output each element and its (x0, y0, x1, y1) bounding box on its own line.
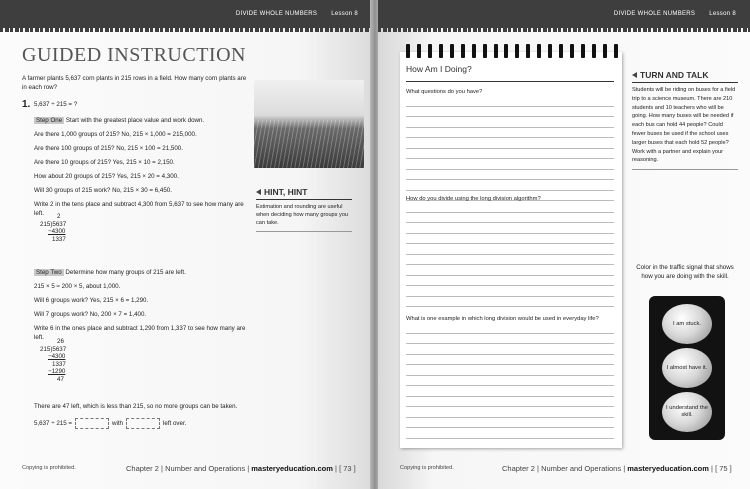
answer-lines-2[interactable] (406, 202, 614, 307)
left-page (0, 0, 372, 489)
step-two-text: Determine how many groups of 215 are left. (65, 269, 186, 276)
traffic-signal (649, 296, 725, 440)
right-page (378, 0, 750, 489)
notepad-spiral (406, 44, 618, 60)
step-one-line: How about 20 groups of 215? Yes, 215 × 20 = 4,300. (34, 173, 179, 180)
notepad (400, 52, 622, 448)
step-one-text: Start with the greatest place value and work down. (65, 117, 205, 124)
final-answer-line (34, 416, 254, 430)
signal-light-almost[interactable]: I almost have it. (662, 348, 712, 388)
footer-site: masteryeducation.com (627, 464, 709, 473)
step-one-line: Will 30 groups of 215 work? No, 215 × 30 = 6,450. (34, 187, 172, 194)
copy-notice: Copying is prohibited. (22, 465, 76, 471)
step-two-line: 215 × 5 ≈ 200 × 5, about 1,000. (34, 283, 121, 290)
lesson-label: Lesson 8 (709, 11, 736, 17)
step-one-line: Are there 1,000 groups of 215? No, 215 × 1,000 = 215,000. (34, 131, 197, 138)
remainder-line: 1337 (52, 235, 66, 243)
step-one-line: Are there 10 groups of 215? Yes, 215 × 10 = 2,150. (34, 159, 175, 166)
quotient: 2 (57, 213, 61, 220)
footer-site: masteryeducation.com (251, 464, 333, 473)
footer: Chapter 2 | Number and Operations | masteryeducation.com | [ 73 ] (126, 464, 356, 473)
final-prefix: 5,637 ÷ 215 = (34, 419, 72, 427)
step-one (34, 116, 254, 220)
subtract-line: −4300 (48, 353, 66, 361)
remainder-answer-box[interactable] (126, 418, 160, 429)
remainder-line: 47 (57, 375, 64, 383)
header-bar (378, 0, 750, 28)
answer-lines-1[interactable] (406, 96, 614, 201)
conclusion-text: There are 47 left, which is less than 215, so no more groups can be taken. (34, 403, 238, 410)
subtract-line: −1290 (48, 368, 66, 376)
divisor-dividend: 215)5637 (40, 345, 67, 353)
intro-text: A farmer plants 5,637 corn plants in 215 rows in a field. How many corn plants are in each row? (22, 75, 247, 91)
torn-edge (378, 26, 750, 32)
signal-light-stuck[interactable]: I am stuck. (662, 304, 712, 344)
header-text (222, 11, 358, 17)
footer-chapter: Chapter 2 (502, 464, 535, 473)
long-division-two (40, 338, 66, 384)
header-text (600, 11, 736, 17)
hint-title: HINT, HINT (256, 187, 352, 197)
section-title: DIVIDE WHOLE NUMBERS (235, 11, 318, 17)
long-division-one (40, 213, 66, 243)
lesson-label: Lesson 8 (331, 11, 358, 17)
divisor-dividend: 215)5637 (40, 220, 67, 228)
final-leftover: left over. (163, 419, 187, 427)
footer-topic: Number and Operations (165, 464, 246, 473)
step-two-line: Will 7 groups work? No, 200 × 7 = 1,400. (34, 311, 147, 318)
page-number: [ 75 ] (715, 464, 732, 473)
remainder-line: 1337 (52, 360, 66, 368)
problem-statement: 5,637 ÷ 215 = ? (34, 101, 78, 108)
copy-notice: Copying is prohibited. (400, 465, 454, 471)
section-title: DIVIDE WHOLE NUMBERS (613, 11, 696, 17)
signal-light-understand[interactable]: I understand the skill. (662, 392, 712, 432)
question-1: What questions do you have? (406, 89, 483, 95)
turn-and-talk-box (632, 70, 738, 170)
turn-and-talk-title: TURN AND TALK (632, 70, 738, 80)
turn-and-talk-text: Students will be riding on buses for a field trip to a science museum. There are 210 students and 10 teachers who will be going. How many buses will be needed if each bus can hold 44 people? Could fewer buses be used if the school uses larger buses that each hold 52 people? Work with a partner and explain your reasoning. (632, 87, 736, 164)
step-one-line: Are there 100 groups of 215? No, 215 × 100 = 21,500. (34, 145, 183, 152)
quotient-answer-box[interactable] (75, 418, 109, 429)
step-two-line: Will 6 groups work? Yes, 215 × 6 = 1,290. (34, 297, 149, 304)
signal-caption: Color in the traffic signal that shows how you are doing with the skill. (636, 264, 734, 280)
step-one-label: Step One (36, 117, 63, 124)
page-title: GUIDED INSTRUCTION (22, 44, 246, 66)
footer: Chapter 2 | Number and Operations | masteryeducation.com | [ 75 ] (502, 464, 732, 473)
step-two-line: Write 6 in the ones place and subtract 1,290 from 1,337 to see how many are left. (34, 325, 246, 341)
step-two (34, 268, 254, 344)
question-3: What is one example in which long division would be used in everyday life? (406, 316, 599, 322)
question-2: How do you divide using the long division algorithm? (406, 196, 541, 202)
conclusion (34, 402, 254, 430)
footer-topic: Number and Operations (541, 464, 622, 473)
footer-chapter: Chapter 2 (126, 464, 159, 473)
problem-number: 1. (22, 99, 31, 110)
notepad-title: How Am I Doing? (406, 64, 472, 74)
quotient: 26 (57, 338, 64, 345)
cornfield-photo (254, 80, 364, 168)
page-number: [ 73 ] (339, 464, 356, 473)
step-one-line: Write 2 in the tens place and subtract 4,300 from 5,637 to see how many are left. (34, 201, 244, 217)
hint-box (256, 187, 352, 232)
final-with: with (111, 419, 123, 427)
subtract-line: −4300 (48, 228, 66, 236)
header-bar (0, 0, 372, 28)
answer-lines-3[interactable] (406, 323, 614, 439)
torn-edge (0, 26, 372, 32)
step-two-label: Step Two (36, 269, 62, 276)
hint-text: Estimation and rounding are useful when deciding how many groups you can take. (256, 204, 349, 226)
